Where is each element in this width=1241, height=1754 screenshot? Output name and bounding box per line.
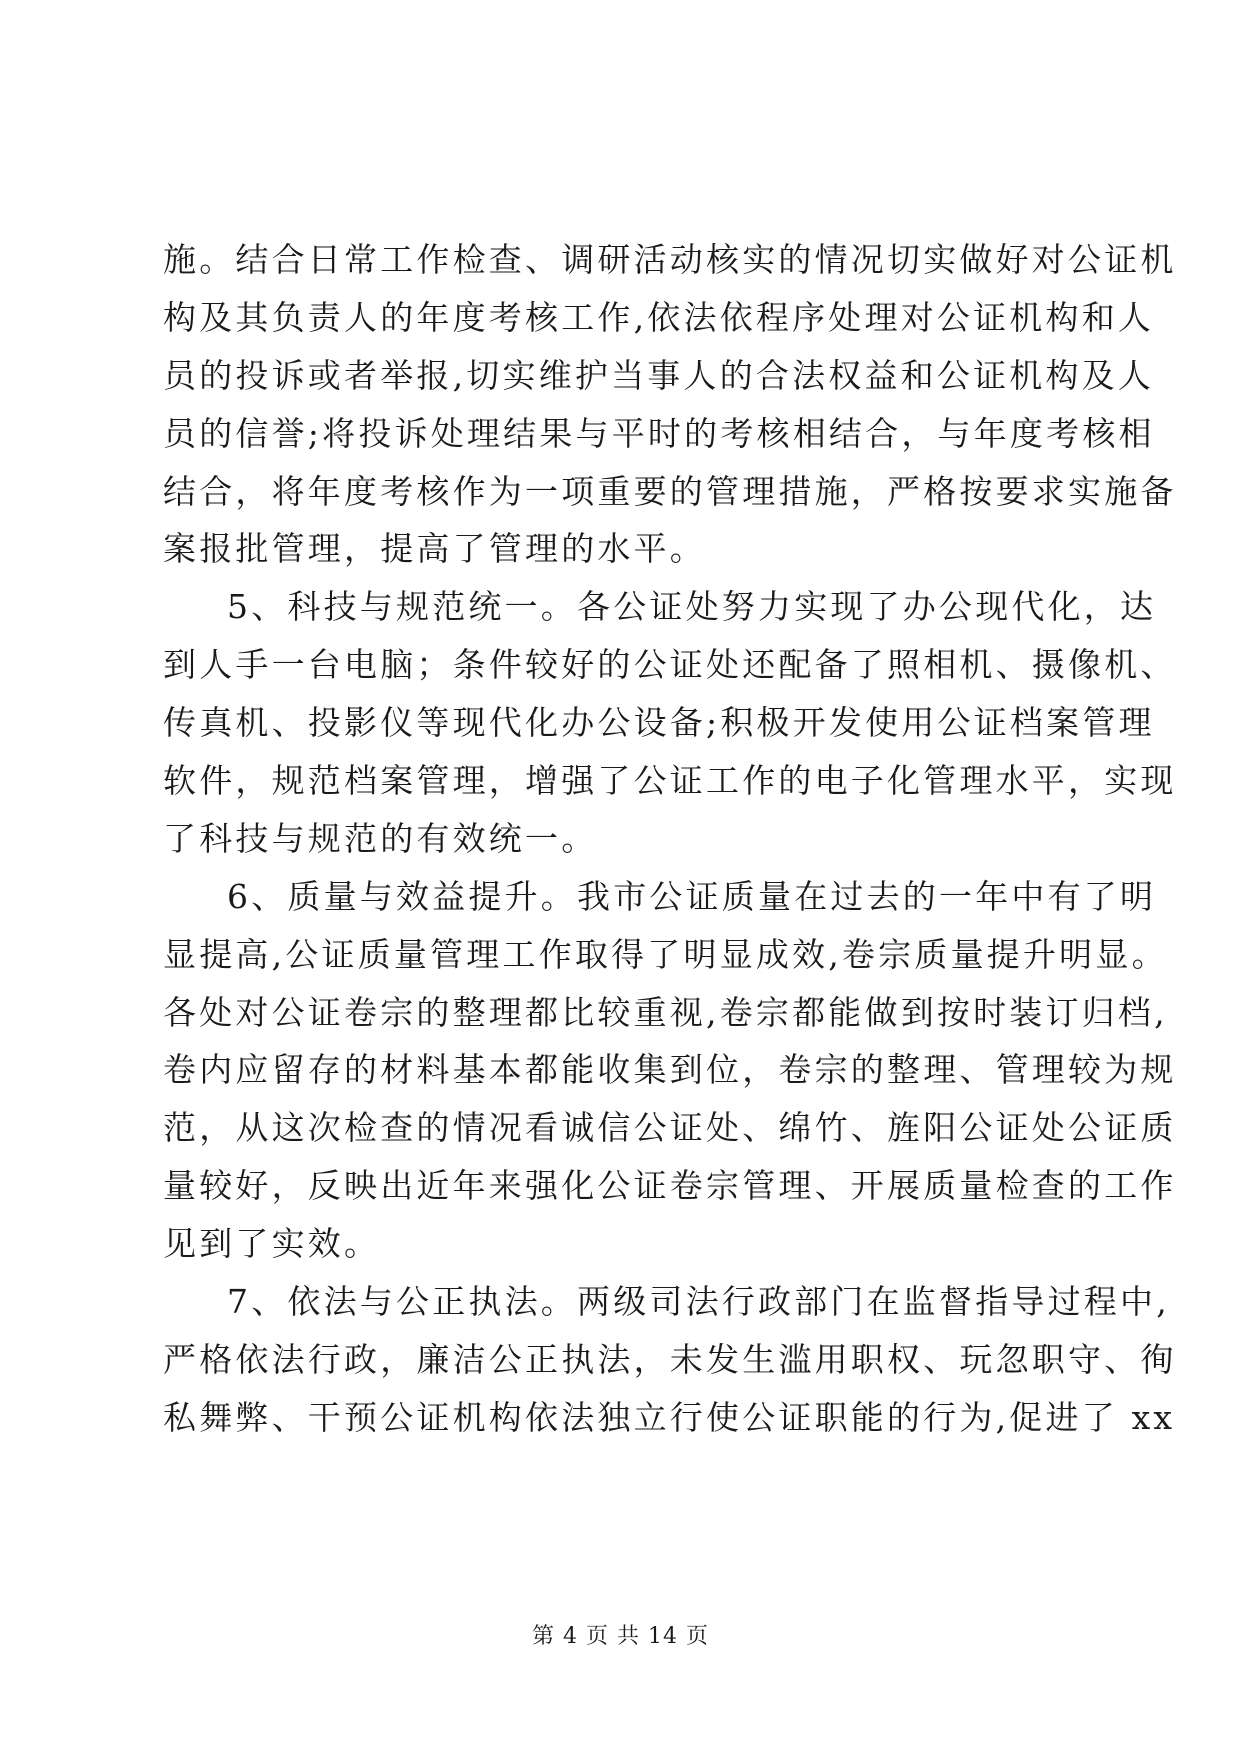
text-line: 7、依法与公正执法。两级司法行政部门在监督指导过程中, — [227, 1282, 1170, 1322]
text-line: 各处对公证卷宗的整理都比较重视,卷宗都能做到按时装订归档, — [163, 992, 1168, 1032]
text-line: 6、质量与效益提升。我市公证质量在过去的一年中有了明 — [227, 876, 1157, 916]
text-line: 量较好，反映出近年来强化公证卷宗管理、开展质量检查的工作 — [163, 1166, 1177, 1206]
text-line: 严格依法行政，廉洁公正执法，未发生滥用职权、玩忽职守、徇 — [163, 1339, 1177, 1379]
page-number-footer: 第 4 页 共 14 页 — [532, 1624, 709, 1649]
text-line: 5、科技与规范统一。各公证处努力实现了办公现代化，达 — [227, 587, 1157, 627]
text-line: 到人手一台电脑；条件较好的公证处还配备了照相机、摄像机、 — [163, 645, 1177, 685]
text-line: 案报批管理，提高了管理的水平。 — [163, 529, 706, 569]
text-line: 见到了实效。 — [163, 1224, 381, 1264]
text-line: 施。结合日常工作检查、调研活动核实的情况切实做好对公证机 — [163, 240, 1177, 279]
text-line: 结合，将年度考核作为一项重要的管理措施，严格按要求实施备 — [163, 471, 1177, 511]
document-body — [163, 231, 1177, 1447]
text-line: 传真机、投影仪等现代化办公设备;积极开发使用公证档案管理 — [163, 703, 1155, 743]
text-line: 范，从这次检查的情况看诚信公证处、绵竹、旌阳公证处公证质 — [163, 1108, 1177, 1148]
text-line: 私舞弊、干预公证机构依法独立行使公证职能的行为,促进了 xx — [163, 1397, 1176, 1437]
text-line: 了科技与规范的有效统一。 — [163, 818, 598, 858]
text-line: 卷内应留存的材料基本都能收集到位，卷宗的整理、管理较为规 — [163, 1050, 1177, 1090]
text-line: 软件，规范档案管理，增强了公证工作的电子化管理水平，实现 — [163, 761, 1177, 801]
text-line: 构及其负责人的年度考核工作,依法依程序处理对公证机构和人 — [163, 297, 1155, 337]
text-line: 员的信誉;将投诉处理结果与平时的考核相结合，与年度考核相 — [163, 413, 1155, 453]
text-line: 显提高,公证质量管理工作取得了明显成效,卷宗质量提升明显。 — [163, 934, 1168, 974]
text-line: 员的投诉或者举报,切实维护当事人的合法权益和公证机构及人 — [163, 355, 1155, 395]
